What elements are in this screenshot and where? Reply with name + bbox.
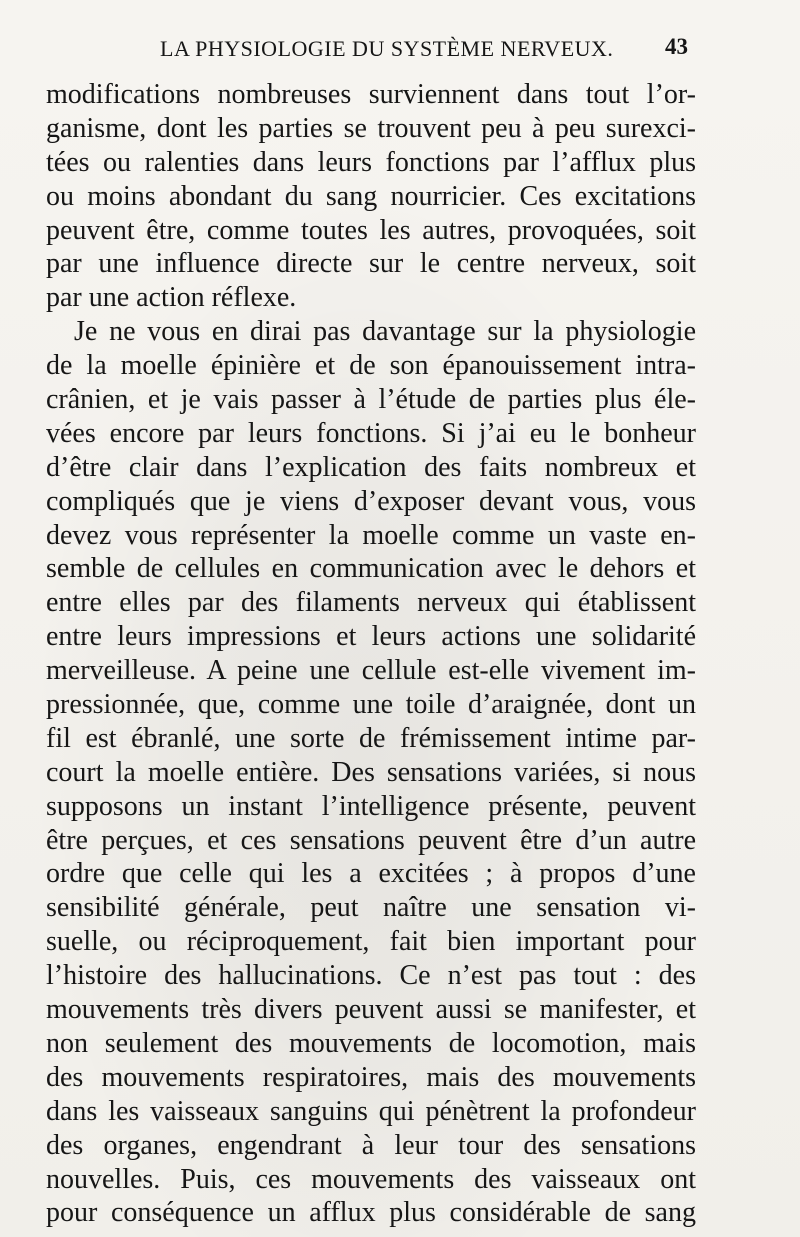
text-line: semble de cellules en communication avec le dehors et — [46, 553, 696, 585]
text-line: de la moelle épinière et de son épanouissement intra- — [46, 350, 696, 382]
text-line: modifications nombreuses surviennent dans tout l’or- — [46, 79, 696, 110]
body-text — [46, 78, 696, 1230]
text-line: des mouvements respiratoires, mais des mouvements — [46, 1061, 696, 1093]
text-line: merveilleuse. A peine une cellule est-elle vivement im- — [46, 655, 696, 687]
running-title: LA PHYSIOLOGIE DU SYSTÈME NERVEUX. — [160, 36, 614, 61]
running-header — [0, 28, 800, 68]
text-line: supposons un instant l’intelligence présente, peuvent — [46, 790, 696, 822]
text-line: entre leurs impressions et leurs actions une solidarité — [46, 621, 696, 653]
text-line: être perçues, et ces sensations peuvent être d’un autre — [46, 824, 696, 856]
text-line: ou moins abondant du sang nourricier. Ces excitations — [46, 180, 696, 212]
text-line: court la moelle entière. Des sensations variées, si nous — [46, 756, 696, 788]
text-line: des organes, engendrant à leur tour des sensations — [46, 1129, 696, 1161]
text-line: suelle, ou réciproquement, fait bien important pour — [46, 926, 696, 958]
text-line: d’être clair dans l’explication des faits nombreux et — [46, 451, 696, 483]
text-line: non seulement des mouvements de locomotion, mais — [46, 1027, 696, 1059]
text-line: ganisme, dont les parties se trouvent peu à peu surexci- — [46, 112, 696, 144]
text-line: vées encore par leurs fonctions. Si j’ai eu le bonheur — [46, 417, 696, 449]
text-line: nouvelles. Puis, ces mouvements des vaisseaux ont — [46, 1163, 696, 1195]
text-line: ordre que celle qui les a excitées ; à propos d’une — [46, 858, 696, 890]
text-line: fil est ébranlé, une sorte de frémissement intime par- — [46, 722, 696, 754]
text-line: Je ne vous en dirai pas davantage sur la physiologie — [74, 316, 696, 348]
text-line: sensibilité générale, peut naître une sensation vi- — [46, 892, 696, 924]
text-line: tées ou ralenties dans leurs fonctions par l’afflux plus — [46, 146, 696, 178]
text-line: entre elles par des filaments nerveux qui établissent — [46, 587, 696, 619]
text-line: par une action réflexe. — [46, 282, 297, 314]
text-line: dans les vaisseaux sanguins qui pénètrent la profondeur — [46, 1095, 696, 1127]
text-line: l’histoire des hallucinations. Ce n’est pas tout : des — [46, 960, 696, 992]
page-number: 43 — [665, 34, 688, 59]
text-line: peuvent être, comme toutes les autres, provoquées, soit — [46, 214, 696, 246]
text-line: pour conséquence un afflux plus considérable de sang — [46, 1197, 696, 1229]
text-line: mouvements très divers peuvent aussi se manifester, et — [46, 994, 696, 1026]
text-line: crânien, et je vais passer à l’étude de parties plus éle- — [46, 384, 696, 416]
text-line: pressionnée, que, comme une toile d’araignée, dont un — [46, 689, 696, 721]
text-line: par une influence directe sur le centre nerveux, soit — [46, 248, 696, 280]
text-line: compliqués que je viens d’exposer devant vous, vous — [46, 485, 696, 517]
text-line: devez vous représenter la moelle comme un vaste en- — [46, 519, 696, 551]
